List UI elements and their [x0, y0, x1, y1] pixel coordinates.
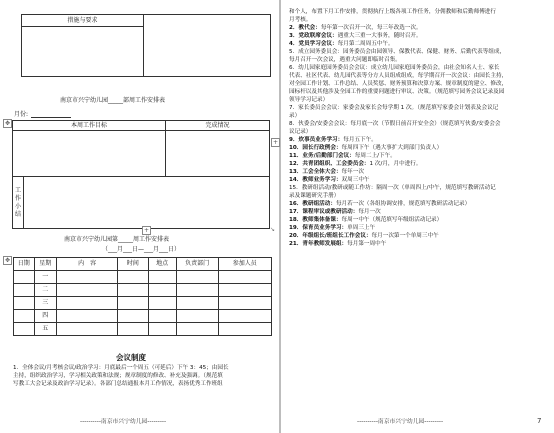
weekday-cell: 二 [34, 284, 56, 297]
measures-cell[interactable] [22, 27, 144, 77]
list-item: 13．工会全体大会：每年一次 [289, 169, 364, 175]
list-item: 12．共青团组织、工会委员会：1 次/月，月中进行。 [289, 161, 422, 167]
meeting-title: 会议制度 [116, 353, 146, 362]
list-item: 17．课程审议或教研活动：每月一次 [289, 209, 381, 215]
weekday-cell: 五 [34, 323, 56, 336]
list-item: 3．党政联席会议：遇重大三重一大事务，随时召开。 [289, 33, 422, 39]
header-people: 参加人员 [218, 258, 271, 271]
col-done-header: 完成情况 [166, 121, 270, 131]
list-item: 2．教代会：每年第一次召开一次，每三年改选一次。 [289, 25, 422, 31]
header-date: 日期 [14, 258, 35, 271]
add-row-icon[interactable]: + [272, 139, 279, 146]
measures-side-cell[interactable] [144, 15, 271, 77]
move-handle-icon[interactable]: ✥ [4, 120, 11, 127]
weekday-cell: 四 [34, 310, 56, 323]
list-item: 10．园长行政例会：每周四下午（遇大事扩大到部门负责人） [289, 145, 443, 151]
list-item: 19．保育员业务学习：单周三上午 [289, 225, 376, 231]
weekday-cell: 三 [34, 297, 56, 310]
col-goal-header: 本周工作目标 [13, 121, 166, 131]
weekly-title: 南京市兴宁幼儿园第_____周工作安排表 [64, 236, 170, 243]
list-item: 15．教研组活动/教研或随工作坊：隔周一次（单周四上/中午，规范填写教研活动记 [289, 185, 496, 191]
summary-label: 工 作 小 结 [13, 177, 24, 229]
list-item: 5．成立园务委员会：园务委员会由园领导、保教代表、保健、财务、后勤代表等组成， [289, 49, 506, 55]
table-row[interactable] [14, 297, 35, 310]
left-footer: ----------南京市兴宁幼儿园--------- [80, 419, 167, 425]
resize-handle-icon[interactable]: ↘ [270, 226, 276, 233]
list-item: 6．幼儿园家庭园务委员会会议：成立幼儿园家庭园务委员会，由社会知名人士、家长 [289, 65, 500, 71]
summary-cell[interactable] [24, 177, 270, 229]
header-place: 地点 [148, 258, 176, 271]
meeting-text: 1．全体会议/月考核会议/政治学习：月底最后一个周五（可延后）下午 3：45；由园长 主持，组织政治学习，学习相关政策和法规；规章制度的修改、补充及强调。（规范填 写教工大会记录及政治学习记录）。各部门总结通报本月工作情况，表扬优秀工作班组 [13, 365, 229, 387]
table-row[interactable] [14, 310, 35, 323]
goal-cell[interactable] [13, 131, 166, 177]
measures-header: 措施与要求 [22, 15, 144, 27]
list-item: 14．教师业务学习：双周三中午 [289, 177, 370, 183]
header-dept: 负责部门 [176, 258, 218, 271]
table-row[interactable] [14, 284, 35, 297]
month-underline [31, 117, 71, 118]
add-column-icon[interactable]: + [143, 227, 150, 234]
right-footer: ----------南京市兴宁幼儿园--------- [357, 419, 444, 425]
header-time: 时间 [118, 258, 148, 271]
move-handle-icon-2[interactable]: ✥ [4, 257, 11, 264]
list-item: 4．党员学习会议：每月第二周周五中午。 [289, 41, 394, 47]
right-page [281, 0, 554, 433]
weekday-cell: 一 [34, 271, 56, 284]
list-item: 20．年级组长/班组长工作会议：每月一次第一个单周三中午 [289, 233, 439, 239]
monthly-table [12, 120, 270, 229]
header-content: 内 容 [56, 258, 117, 271]
page-number: 7 [537, 417, 542, 425]
month-label: 月份: [14, 111, 29, 118]
measures-table [21, 14, 271, 77]
done-cell[interactable] [166, 131, 270, 177]
right-text: 和个人，布置下月工作安排，贯彻执行上级各项工作任务，分佣教师和后勤师傅进行 月考核。 2．教代会：每年第一次召开一次，每三年改选一次。 3．党政联席会议：遇重大三重一大事务，随时召开。 4．党员学习会议：每月第二周周五中午。 5．成立园务委员会：园务委员会由园领导、保教代表、保健、财务、后勤代表等组成， 每月召开一次会议，遇重大问题即临时召集。 6．幼儿园家庭园务委员会会议：成立幼儿园家庭园务委员会，由社会知名人士、家长 代表、社区代表、幼儿园代表等分方人员组成组成，每学期召开一次会议：由园长主持， 对全园工作计划、工作总结、人员奖惩、财务预算和决算方案、规章制度的建立、修改， 园标杆以及其他涉及全园工作的重要问题进行审议、决策。（规范填写园务会议记录及园 领导学习记录） 7．家长委员会会议：家委会及家长会每学期 1 次。（规范填写家委会计划表及会议记 录） 8．伙委会/安委会会议：每月底一次（节假日前召开安全会）（规范填写伙委/安委会会 议记录） 9．炊事员业务学习：每月五下午。 10．园长行政例会：每周四下午（遇大事扩大到部门负责人） 11．业务/后勤部门会议：每周二上/下午。 12．共青团组织、工会委员会：1 次/月，月中进行。 13．工会全体大会：每年一次 14．教师业务学习：双周三中午 15．教研组活动/教研或随工作坊：隔周一次（单周四上/中午，规范填写教研活动记 录及课题研究手册） 16．教研组活动：每月若一次（各组协调安排，规范填写教研活动记录） 17．课程审议或教研活动：每月一次 18．教师集体备课：每周一中午（规范填写年级组活动记录） 19．保育员业务学习：单周三上午 20．年级组长/班组长工作会议：每月一次第一个单周三中午 21．青年教师发展组：每月第一周中午 [289, 8, 551, 248]
list-item: 11．业务/后勤部门会议：每周二上/下午。 [289, 153, 396, 159]
table-row[interactable] [14, 271, 35, 284]
weekly-table [13, 257, 272, 336]
list-item: 21．青年教师发展组：每月第一周中午 [289, 241, 387, 247]
list-item: 9．炊事员业务学习：每月五下午。 [289, 137, 377, 143]
list-item: 8．伙委会/安委会会议：每月底一次（节假日前召开安全会）（规范填写伙委/安委会会 [289, 121, 501, 127]
list-item: 7．家长委员会会议：家委会及家长会每学期 1 次。（规范填写家委会计划表及会议记 [289, 105, 499, 111]
list-item: 18．教师集体备课：每周一中午（规范填写年级组活动记录） [289, 217, 443, 223]
list-item: 16．教研组活动：每月若一次（各组协调安排，规范填写教研活动记录） [289, 201, 471, 207]
header-weekday: 星期 [34, 258, 56, 271]
monthly-title: 南京市兴宁幼儿园_____部周工作安排表 [60, 97, 166, 104]
weekly-subtitle: （___月___日—___月___日） [102, 246, 181, 253]
table-row[interactable] [14, 323, 35, 336]
